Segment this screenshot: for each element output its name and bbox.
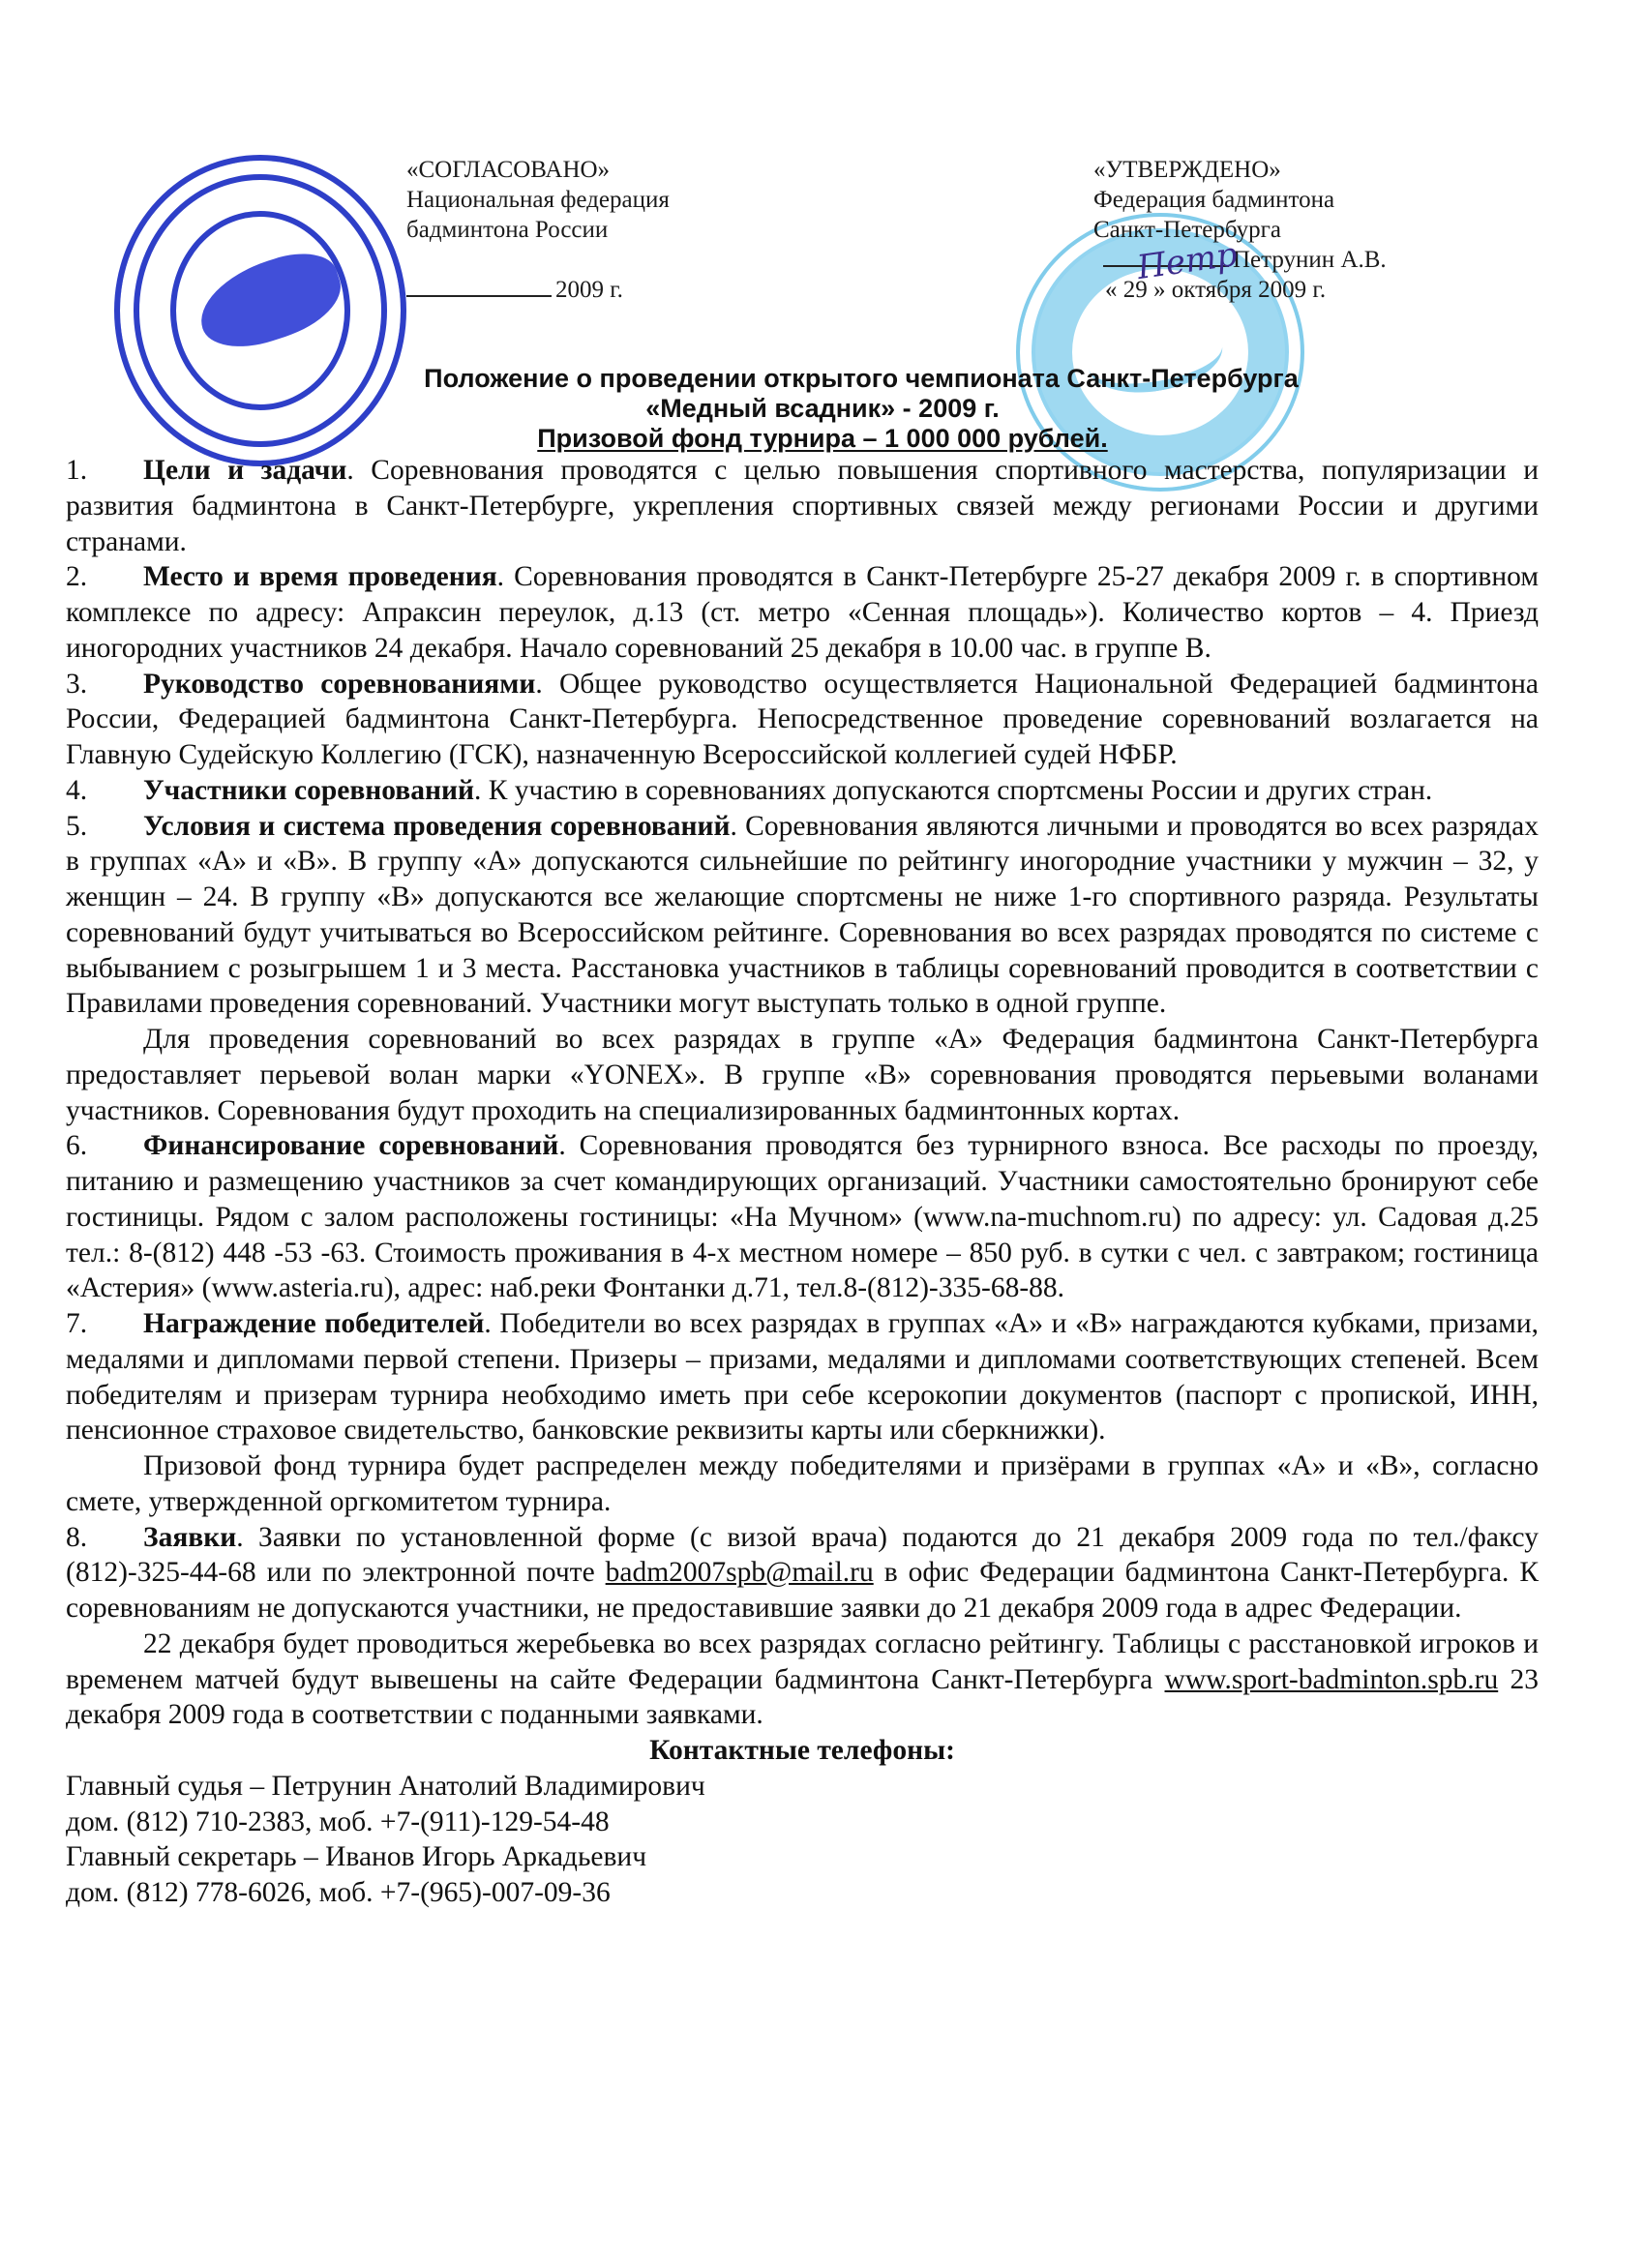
- section-8: 8. Заявки. Заявки по установленной форме (с визой врача) подаются до 21 декабря 2009 года по тел./факсу (812)-325-44-68 или по электронной почте badm2007spb@mail.ru в офис Федерации бадминтона Санкт-Петербурга. К соревнованиям не допускаются участники, не предоставившие заявки до 21 декабря 2009 года в адрес Федерации.: [66, 1521, 1539, 1624]
- approval-right-signatory: Петрунин А.В.: [1233, 247, 1387, 273]
- document-title: Положение о проведении открытого чемпионата Санкт-Петербурга: [424, 364, 1299, 393]
- approval-right-title: «УТВЕРЖДЕНО»: [1093, 157, 1281, 183]
- section-title: Финансирование соревнований: [143, 1130, 559, 1162]
- document-body: [66, 453, 1539, 1911]
- section-8-extra: 22 декабря будет проводиться жеребьевка во всех разрядах согласно рейтингу. Таблицы с расстановкой игроков и временем матчей будут вывешены на сайте Федерации бадминтона Санкт-Петербурга www.sport-badminton.spb.ru 23 декабря 2009 года в соответствии с поданными заявками.: [66, 1627, 1539, 1731]
- section-6: 6. Финансирование соревнований. Соревнования проводятся без турнирного взноса. Все расходы по проезду, питанию и размещению участников за счет командирующих организаций. Участники самостоятельно бронируют себе гостиницы. Рядом с залом расположены гостиницы: «На Мучном» (www.na-muchnom.ru) по адресу: ул. Садовая д.25 тел.: 8-(812) 448 -53 -63. Стоимость проживания в 4-х местном номере – 850 руб. в сутки с чел. с завтраком; гостиница «Астерия» (www.asteria.ru), адрес: наб.реки Фонтанки д.71, тел.8-(812)-335-68-88.: [66, 1130, 1540, 1304]
- section-7: 7. Награждение победителей. Победители во всех разрядах в группах «А» и «В» награждаются кубками, призами, медалями и дипломами первой степени. Призеры – призами, медалями и дипломами соответствующих степеней. Всем победителям и призерам турнира необходимо иметь при себе ксерокопии документов (паспорт с пропиской, ИНН, пенсионное страховое свидетельство, банковские реквизиты карты или сберкнижки).: [66, 1308, 1540, 1447]
- email-link[interactable]: badm2007spb@mail.ru: [605, 1557, 874, 1589]
- contact-line: Главный секретарь – Иванов Игорь Аркадьевич: [66, 1841, 647, 1873]
- section-5-extra: Для проведения соревнований во всех разрядах в группе «А» Федерация бадминтона Санкт-Петербурга предоставляет перьевой волан марки «YONEX». В группе «В» соревнования проводятся перьевыми воланами участников. Соревнования будут проходить на специализированных бадминтонных кортах.: [66, 1024, 1539, 1126]
- approval-left-date: 2009 г.: [555, 277, 623, 303]
- section-title: Участники соревнований: [143, 774, 474, 806]
- approval-left-title: «СОГЛАСОВАНО»: [406, 157, 611, 183]
- section-title: Руководство соревнованиями: [143, 668, 536, 700]
- website-link[interactable]: www.sport-badminton.spb.ru: [1164, 1663, 1499, 1695]
- section-title: Цели и задачи: [143, 455, 347, 486]
- section-title: Место и время проведения: [143, 561, 497, 593]
- approval-left-org-1: Национальная федерация: [406, 187, 670, 213]
- section-title: Награждение победителей: [143, 1308, 485, 1339]
- contacts-title: Контактные телефоны:: [649, 1735, 955, 1766]
- contact-line: Главный судья – Петрунин Анатолий Владимирович: [66, 1770, 705, 1802]
- signature-line: [406, 276, 552, 297]
- approval-block-left: [406, 155, 670, 305]
- section-5: 5. Условия и система проведения соревнований. Соревнования являются личными и проводятся во всех разрядах в группах «А» и «В». В группу «А» допускаются сильнейшие по рейтингу иногородние участники у мужчин – 32, у женщин – 24. В группу «В» допускаются все желающие спортсмены не ниже 1-го спортивного разряда. Результаты соревнований будут учитываться во Всероссийском рейтинге. Соревнования во всех разрядах проводятся по системе с выбыванием с розыгрышем 1 и 3 места. Расстановка участников в таблицы соревнований проводится в соответствии с Правилами проведения соревнований. Участники могут выступать только в одной группе.: [66, 810, 1539, 1020]
- approval-right-date: « 29 » октября 2009 г.: [1105, 277, 1327, 303]
- section-title: Условия и система проведения соревнований: [143, 810, 731, 842]
- contact-line: дом. (812) 778-6026, моб. +7-(965)-007-09-36: [66, 1877, 611, 1908]
- approval-left-org-2: бадминтона России: [406, 217, 609, 243]
- section-1: 1. Цели и задачи. Соревнования проводятся с целью повышения спортивного мастерства, популяризации и развития бадминтона в Санкт-Петербурге, укрепления спортивных связей между регионами России и другими странами.: [66, 455, 1539, 557]
- section-3: 3. Руководство соревнованиями. Общее руководство осуществляется Национальной Федерацией бадминтона России, Федерацией бадминтона Санкт-Петербурга. Непосредственное проведение соревнований возлагается на Главную Судейскую Коллегию (ГСК), назначенную Всероссийской коллегией судей НФБР.: [66, 668, 1539, 770]
- contact-line: дом. (812) 710-2383, моб. +7-(911)-129-54-48: [66, 1805, 610, 1837]
- document-subtitle: «Медный всадник» - 2009 г.: [645, 394, 1000, 423]
- prize-fund-heading: Призовой фонд турнира – 1 000 000 рублей.: [537, 424, 1108, 453]
- shuttlecock-emblem-icon: [189, 242, 350, 360]
- section-7-extra: Призовой фонд турнира будет распределен между победителями и призёрами в группах «А» и «В», согласно смете, утвержденной оргкомитетом турнира.: [66, 1450, 1539, 1517]
- approval-block-right: [1093, 155, 1387, 305]
- approval-right-org-2: Санкт-Петербурга: [1093, 217, 1282, 243]
- section-4: 4. Участники соревнований. К участию в соревнованиях допускаются спортсмены России и других стран.: [66, 774, 1433, 806]
- section-title: Заявки: [143, 1521, 237, 1553]
- section-2: 2. Место и время проведения. Соревнования проводятся в Санкт-Петербурге 25-27 декабря 2009 г. в спортивном комплексе по адресу: Апраксин переулок, д.13 (ст. метро «Сенная площадь»). Количество кортов – 4. Приезд иногородних участников 24 декабря. Начало соревнований 25 декабря в 10.00 час. в группе В.: [66, 561, 1539, 664]
- handwritten-signature: Петр: [1134, 234, 1241, 288]
- approval-right-org-1: Федерация бадминтона: [1093, 187, 1335, 213]
